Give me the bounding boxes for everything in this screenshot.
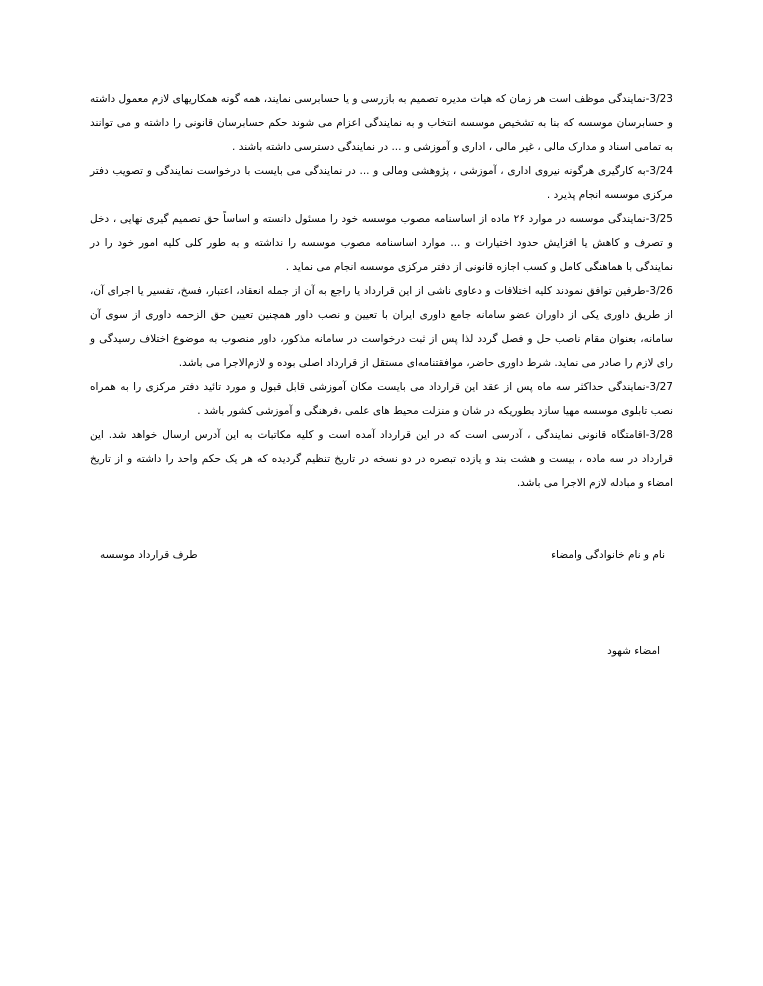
clause-3-27: 3/27-نمایندگی حداکثر سه ماه پس از عقد این قرارداد می بایست مکان آموزشی قابل قبول و مورد تائید دفتر مرکزی را به همراه نصب تابلوی موسسه مهیا سازد بطوریکه در شان و منزلت محیط های علمی ،فرهنگی و آموزشی کشور باشد .: [90, 381, 673, 417]
clause-3-26: 3/26-طرفین توافق نمودند کلیه اختلافات و دعاوی ناشی از این قرارداد یا راجع به آن از جمله انعقاد، اعتبار، فسخ، تفسیر یا اجرای آن، از طریق داوری یکی از داوران عضو سامانه جامع داوری ایران با تعیین و نصب داور همچنین تعیین حق الزحمه داوری از سوی آن سامانه، بعنوان مقام ناصب حل و فصل گردد لذا پس از ثبت درخواست در سامانه مذکور، داور منصوب به موضوع اختلاف رسیدگی و رای لازم را صادر می نماید. شرط داوری حاضر، موافقتنامه‌ای مستقل از قرارداد اصلی بوده و لازم‌الاجرا می باشد.: [90, 285, 673, 369]
witnesses-signature-label: امضاء شهود: [607, 645, 660, 657]
clause-3-25: 3/25-نمایندگی موسسه در موارد ۲۶ ماده از اساسنامه مصوب موسسه خود را مسئول دانسته و اساساً حق تصمیم گیری نهایی ، دخل و تصرف و کاهش یا افزایش حدود اختیارات و ... موارد اساسنامه مصوب موسسه را نداشته و به طور کلی کلیه امور خود را در نمایندگی با هماهنگی کامل و کسب اجازه قانونی از دفتر مرکزی موسسه انجام می نماید .: [90, 213, 673, 273]
contract-clauses: [90, 87, 673, 495]
party-name-signature-label: نام و نام خانوادگی وامضاء: [551, 549, 665, 561]
clause-3-24: 3/24-به کارگیری هرگونه نیروی اداری ، آموزشی ، پژوهشی ومالی و ... در نمایندگی می بایست با درخواست نمایندگی و تصویب دفتر مرکزی موسسه انجام پذیرد .: [90, 165, 673, 201]
signature-row: [90, 543, 665, 567]
institute-party-label: طرف قرارداد موسسه: [100, 549, 198, 561]
clause-3-28: 3/28-اقامتگاه قانونی نمایندگی ، آدرسی است که در این قرارداد آمده است و کلیه مکاتبات به این آدرس ارسال خواهد شد. این قرارداد در سه ماده ، بیست و هشت بند و یازده تبصره در دو نسخه در تاریخ تنظیم گردیده که هر یک حکم واحد را داشته و از تاریخ امضاء و مبادله لازم الاجرا می باشد.: [90, 429, 673, 489]
clause-3-23: 3/23-نمایندگی موظف است هر زمان که هیات مدیره تصمیم به بازرسی و یا حسابرسی نمایند، همه گونه همکاریهای لازم معمول داشته و حسابرسان موسسه که بنا به تشخیص موسسه انتخاب و به نمایندگی اعزام می شوند حکم حسابرسان قانونی را داشته و می توانند به تمامی اسناد و مدارک مالی ، غیر مالی ، اداری و آموزشی و ... در نمایندگی دسترسی داشته باشند .: [90, 93, 673, 153]
